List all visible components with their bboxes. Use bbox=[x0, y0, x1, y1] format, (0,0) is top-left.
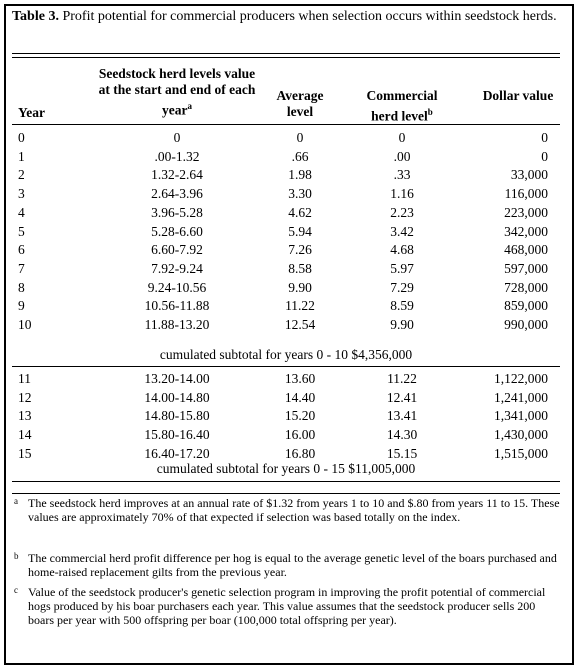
cell-dollar-value: 1,241,000 bbox=[494, 389, 548, 405]
footnote-a-text: The seedstock herd improves at an annual rate of $1.32 from years 1 to 10 and $.80 from years 11 to 15. These values are approximately 70% of that expected if selection was based totally on the index. bbox=[28, 496, 560, 524]
cell-seedstock-range: 9.24-10.56 bbox=[147, 279, 207, 295]
cell-commercial-level: 5.97 bbox=[390, 260, 414, 276]
cell-commercial-level: 15.15 bbox=[386, 445, 418, 461]
cell-commercial-level: 7.29 bbox=[390, 279, 414, 295]
table-row bbox=[12, 261, 560, 277]
cell-commercial-level: .33 bbox=[393, 167, 411, 183]
footnote-top-rule bbox=[12, 493, 560, 494]
section-divider bbox=[12, 366, 560, 367]
header-bottom-rule bbox=[12, 124, 560, 125]
cell-year: 5 bbox=[18, 223, 25, 239]
cell-average-level: 16.00 bbox=[284, 427, 316, 443]
cell-seedstock-range: 15.80-16.40 bbox=[144, 427, 210, 443]
footnote-b bbox=[12, 551, 560, 579]
table-row bbox=[12, 130, 560, 146]
table-row bbox=[12, 317, 560, 333]
cell-dollar-value: 728,000 bbox=[504, 279, 548, 295]
cell-average-level: 5.94 bbox=[288, 223, 312, 239]
table-bottom-rule bbox=[12, 481, 560, 482]
cell-average-level: 8.58 bbox=[288, 260, 312, 276]
header-commercial-level bbox=[354, 88, 450, 125]
cell-dollar-value: 0 bbox=[541, 130, 548, 145]
cell-year: 3 bbox=[18, 186, 25, 202]
table-title: Profit potential for commercial producers when selection occurs within seedstock herds. bbox=[62, 9, 557, 24]
cell-year: 14 bbox=[18, 427, 32, 443]
footnote-c bbox=[12, 585, 560, 627]
cell-year: 6 bbox=[18, 242, 25, 258]
table-row bbox=[12, 242, 560, 258]
cell-average-level: 9.90 bbox=[288, 279, 312, 295]
footnote-b-mark: b bbox=[14, 551, 19, 561]
header-commercial-level-text: Commercial herd level bbox=[366, 88, 438, 124]
footnote-mark-a: a bbox=[187, 101, 192, 111]
cell-dollar-value: 468,000 bbox=[504, 242, 548, 258]
table-caption bbox=[12, 8, 557, 25]
cell-commercial-level: 9.90 bbox=[390, 317, 414, 332]
cell-commercial-level: 13.41 bbox=[386, 408, 418, 424]
cell-dollar-value: 1,430,000 bbox=[494, 427, 548, 443]
header-dollar-value: Dollar value bbox=[482, 88, 554, 103]
cell-year: 10 bbox=[18, 317, 32, 332]
cell-seedstock-range: 16.40-17.20 bbox=[144, 445, 210, 461]
cell-dollar-value: 1,122,000 bbox=[494, 371, 548, 386]
footnote-mark-b: b bbox=[427, 107, 433, 117]
footnote-a bbox=[12, 496, 560, 524]
cell-seedstock-range: 0 bbox=[173, 130, 181, 145]
cell-dollar-value: 597,000 bbox=[504, 260, 548, 276]
table-row bbox=[12, 224, 560, 240]
table-number: Table 3. bbox=[12, 9, 59, 24]
cell-seedstock-range: 7.92-9.24 bbox=[151, 260, 203, 276]
cell-year: 12 bbox=[18, 389, 32, 405]
header-seedstock-range bbox=[92, 66, 262, 119]
cell-commercial-level: 3.42 bbox=[390, 223, 414, 239]
table-row bbox=[12, 427, 560, 443]
cell-seedstock-range: .00-1.32 bbox=[154, 148, 200, 164]
cell-average-level: .66 bbox=[291, 148, 309, 164]
cell-year: 7 bbox=[18, 260, 25, 276]
header-top-rule bbox=[12, 53, 560, 58]
cell-dollar-value: 223,000 bbox=[504, 204, 548, 220]
cell-seedstock-range: 14.00-14.80 bbox=[144, 389, 210, 405]
cell-commercial-level: 14.30 bbox=[386, 427, 418, 443]
header-average-level: Average level bbox=[276, 88, 324, 119]
table-row bbox=[12, 408, 560, 424]
cell-year: 8 bbox=[18, 279, 25, 295]
header-seedstock-range-text: Seedstock herd levels value at the start and end of each year bbox=[98, 66, 256, 118]
cell-average-level: 1.98 bbox=[288, 167, 312, 183]
cell-seedstock-range: 14.80-15.80 bbox=[144, 408, 210, 424]
cell-commercial-level: 12.41 bbox=[386, 389, 418, 405]
cell-seedstock-range: 3.96-5.28 bbox=[151, 204, 203, 220]
cell-year: 0 bbox=[18, 130, 25, 145]
cell-average-level: 7.26 bbox=[288, 242, 312, 258]
cell-dollar-value: 0 bbox=[541, 148, 548, 164]
footnote-c-mark: c bbox=[14, 585, 18, 595]
cell-commercial-level: .00 bbox=[393, 148, 411, 164]
table-row bbox=[12, 167, 560, 183]
cell-average-level: 14.40 bbox=[284, 389, 316, 405]
table-row bbox=[12, 280, 560, 296]
cell-seedstock-range: 5.28-6.60 bbox=[151, 223, 203, 239]
cell-commercial-level: 0 bbox=[398, 130, 406, 145]
cell-commercial-level: 4.68 bbox=[390, 242, 414, 258]
cell-year: 4 bbox=[18, 204, 25, 220]
cell-dollar-value: 116,000 bbox=[504, 186, 548, 202]
cell-dollar-value: 1,341,000 bbox=[494, 408, 548, 424]
footnote-a-mark: a bbox=[14, 496, 18, 506]
cell-seedstock-range: 1.32-2.64 bbox=[151, 167, 203, 183]
cell-dollar-value: 1,515,000 bbox=[494, 445, 548, 461]
cell-year: 15 bbox=[18, 445, 32, 461]
cell-average-level: 3.30 bbox=[288, 186, 312, 202]
cell-year: 13 bbox=[18, 408, 32, 424]
cell-year: 1 bbox=[18, 148, 25, 164]
cell-seedstock-range: 13.20-14.00 bbox=[144, 371, 210, 386]
cell-dollar-value: 342,000 bbox=[504, 223, 548, 239]
cell-dollar-value: 33,000 bbox=[510, 167, 548, 183]
cell-seedstock-range: 6.60-7.92 bbox=[151, 242, 203, 258]
subtotal-years-0-10: cumulated subtotal for years 0 - 10 $4,356,000 bbox=[159, 347, 413, 362]
cell-average-level: 4.62 bbox=[288, 204, 312, 220]
table-row bbox=[12, 205, 560, 221]
table-row bbox=[12, 149, 560, 165]
cell-commercial-level: 2.23 bbox=[390, 204, 414, 220]
footnote-c-text: Value of the seedstock producer's genetic selection program in improving the profit potential of commercial hogs produced by his boar purchasers each year. This value assumes that the seedstock producer sells 200 boars per year with 500 offspring per boar (100,000 total offspring per year). bbox=[28, 585, 546, 627]
table-row bbox=[12, 446, 560, 462]
cell-average-level: 16.80 bbox=[284, 445, 316, 461]
table-row bbox=[12, 186, 560, 202]
table-row bbox=[12, 390, 560, 406]
cell-dollar-value: 859,000 bbox=[504, 298, 548, 314]
cell-year: 9 bbox=[18, 298, 25, 314]
cell-commercial-level: 1.16 bbox=[390, 186, 414, 202]
subtotal-years-0-15: cumulated subtotal for years 0 - 15 $11,005,000 bbox=[156, 461, 416, 476]
cell-commercial-level: 11.22 bbox=[387, 371, 417, 386]
cell-average-level: 13.60 bbox=[284, 371, 316, 386]
cell-year: 11 bbox=[18, 371, 31, 386]
cell-average-level: 15.20 bbox=[284, 408, 316, 424]
cell-average-level: 0 bbox=[296, 130, 304, 145]
footnote-b-text: The commercial herd profit difference per hog is equal to the average genetic level of the boars purchased and home-raised replacement gilts from the previous year. bbox=[28, 551, 557, 579]
cell-average-level: 11.22 bbox=[285, 298, 315, 314]
table-row bbox=[12, 298, 560, 314]
cell-year: 2 bbox=[18, 167, 25, 183]
header-year: Year bbox=[18, 105, 45, 120]
cell-average-level: 12.54 bbox=[284, 317, 316, 332]
cell-dollar-value: 990,000 bbox=[504, 317, 548, 332]
cell-seedstock-range: 11.88-13.20 bbox=[144, 317, 210, 332]
table-row bbox=[12, 371, 560, 387]
cell-seedstock-range: 2.64-3.96 bbox=[151, 186, 203, 202]
cell-commercial-level: 8.59 bbox=[390, 298, 414, 314]
cell-seedstock-range: 10.56-11.88 bbox=[144, 298, 210, 314]
